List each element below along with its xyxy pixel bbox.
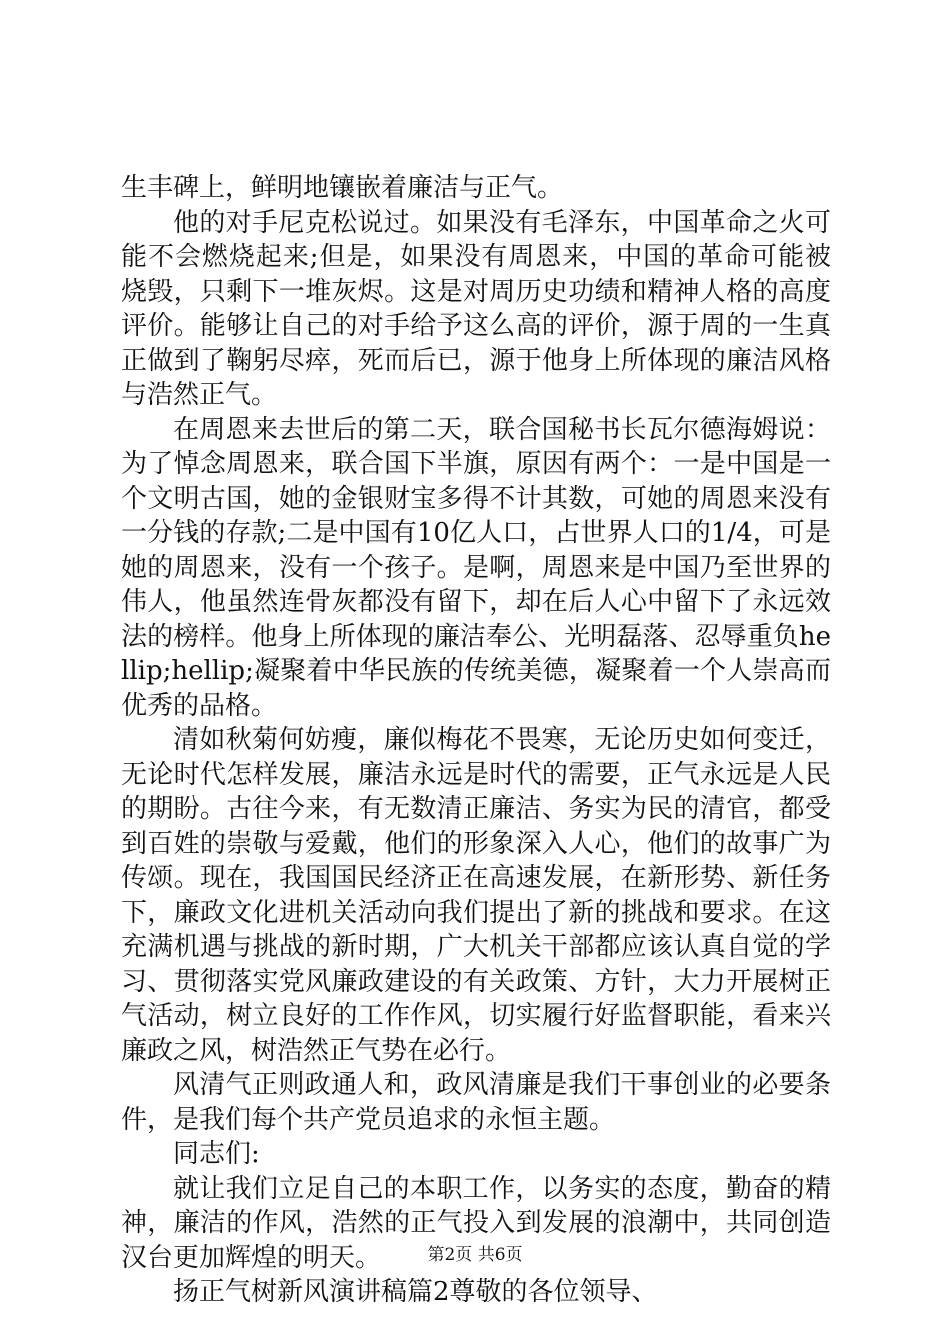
page-number-footer: 第2页 共6页 xyxy=(427,1245,523,1265)
paragraph-closing-call: 就让我们立足自己的本职工作，以务实的态度，勤奋的精神，廉洁的作风，浩然的正气投入到发展的浪潮中，共同创造汉台更加辉煌的明天。 xyxy=(121,1173,831,1273)
paragraph-clean-governance: 风清气正则政通人和，政风清廉是我们干事创业的必要条件，是我们每个共产党员追求的永恒主题。 xyxy=(121,1070,831,1135)
paragraph-integrity-era: 清如秋菊何妨瘦，廉似梅花不畏寒，无论历史如何变迁，无论时代怎样发展，廉洁永远是时代的需要，正气永远是人民的期盼。古往今来，有无数清正廉洁、务实为民的清官，都受到百姓的崇敬与爱戴，他们的形象深入人心，他们的故事广为传颂。现在，我国国民经济正在高速发展，在新形势、新任务下，廉政文化进机关活动向我们提出了新的挑战和要求。在这充满机遇与挑战的新时期，广大机关干部都应该认真自觉的学习、贯彻落实党风廉政建设的有关政策、方针，大力开展树正气活动，树立良好的工作作风，切实履行好监督职能，看来兴廉政之风，树浩然正气势在必行。 xyxy=(121,725,831,1066)
document-body xyxy=(121,171,831,1310)
paragraph-un-tribute: 在周恩来去世后的第二天，联合国秘书长瓦尔德海姆说：为了悼念周恩来，联合国下半旗，原因有两个：一是中国是一个文明古国，她的金银财宝多得不计其数，可她的周恩来没有一分钱的存款;二是中国有10亿人口，占世界人口的1/4，可是她的周恩来，没有一个孩子。是啊，周恩来是中国乃至世界的伟人，他虽然连骨灰都没有留下，却在后人心中留下了永远效法的榜样。他身上所体现的廉洁奉公、光明磊落、忍辱重负hellip;hellip;凝聚着中华民族的传统美德，凝聚着一个人崇高而优秀的品格。 xyxy=(121,414,831,721)
paragraph-nixon-quote: 他的对手尼克松说过。如果没有毛泽东，中国革命之火可能不会燃烧起来;但是，如果没有周恩来，中国的革命可能被烧毁，只剩下一堆灰烬。这是对周历史功绩和精神人格的高度评价。能够让自己的对手给予这么高的评价，源于周的一生真正做到了鞠躬尽瘁，死而后已，源于他身上所体现的廉洁风格与浩然正气。 xyxy=(121,207,831,410)
paragraph-salutation: 同志们: xyxy=(173,1139,260,1169)
paragraph-continuation: 生丰碑上，鲜明地镶嵌着廉洁与正气。 xyxy=(121,173,564,203)
paragraph-next-speech-heading: 扬正气树新风演讲稿篇2尊敬的各位领导、 xyxy=(173,1277,658,1307)
